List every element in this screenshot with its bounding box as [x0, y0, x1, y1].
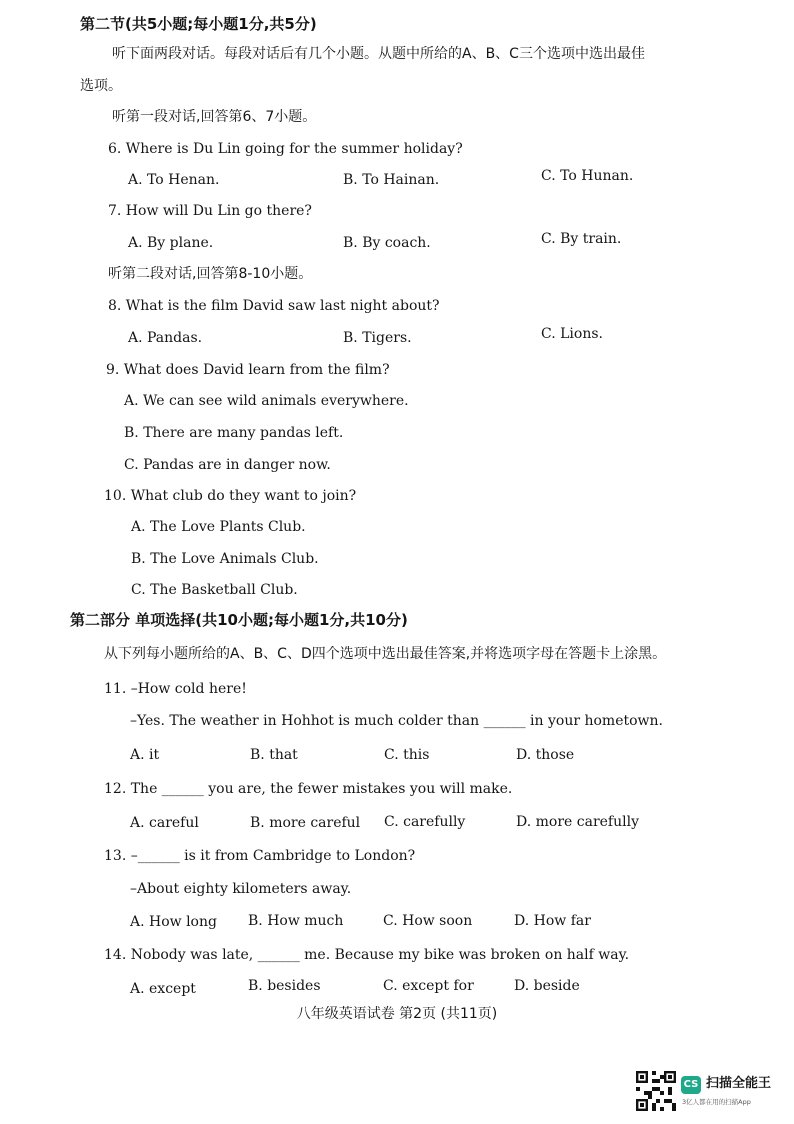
q8-option-c: C. Lions. [541, 326, 603, 342]
part2-heading: 第二部分 单项选择(共10小题;每小题1分,共10分) [70, 611, 408, 629]
q13-option-d: D. How far [514, 913, 591, 929]
section-instruction-line2: 选项。 [80, 78, 122, 94]
dialog1-note: 听第一段对话,回答第6、7小题。 [112, 109, 317, 125]
q12-option-a: A. careful [130, 815, 199, 831]
q11-option-c: C. this [384, 747, 430, 763]
q12-option-d: D. more carefully [516, 814, 639, 830]
q6-option-b: B. To Hainan. [343, 172, 440, 188]
q10-stem: 10. What club do they want to join? [104, 488, 357, 504]
scanner-tagline: 3亿人都在用的扫描App [682, 1098, 751, 1106]
part2-instruction: 从下列每小题所给的A、B、C、D四个选项中选出最佳答案,并将选项字母在答题卡上涂黑。 [104, 646, 667, 662]
q10-option-a: A. The Love Plants Club. [131, 519, 306, 535]
q13-option-a: A. How long [130, 914, 217, 930]
scanner-app-name: 扫描全能王 [706, 1076, 772, 1091]
q7-option-c: C. By train. [541, 231, 622, 247]
dialog2-note: 听第二段对话,回答第8-10小题。 [108, 266, 313, 282]
q6-option-c: C. To Hunan. [541, 168, 634, 184]
q9-stem: 9. What does David learn from the film? [106, 362, 390, 378]
q6-option-a: A. To Henan. [128, 172, 220, 188]
q7-option-b: B. By coach. [343, 235, 431, 251]
q14-stem: 14. Nobody was late, ______ me. Because my bike was broken on half way. [104, 947, 630, 963]
q9-option-c: C. Pandas are in danger now. [124, 457, 331, 473]
q14-option-d: D. beside [514, 978, 580, 994]
q12-option-b: B. more careful [250, 815, 361, 831]
q8-stem: 8. What is the film David saw last night about? [108, 298, 440, 314]
q11-line2: –Yes. The weather in Hohhot is much colder than ______ in your hometown. [130, 713, 663, 729]
q6-stem: 6. Where is Du Lin going for the summer holiday? [108, 141, 463, 157]
q14-option-a: A. except [130, 981, 196, 997]
q11-option-d: D. those [516, 747, 575, 763]
q14-option-b: B. besides [248, 978, 321, 994]
q14-option-c: C. except for [383, 978, 474, 994]
q10-option-b: B. The Love Animals Club. [131, 551, 319, 567]
q13-line1: 13. –______ is it from Cambridge to London? [104, 848, 416, 864]
q8-option-a: A. Pandas. [128, 330, 203, 346]
q11-option-a: A. it [130, 747, 160, 763]
section-heading: 第二节(共5小题;每小题1分,共5分) [80, 15, 317, 33]
q7-option-a: A. By plane. [128, 235, 214, 251]
q8-option-b: B. Tigers. [343, 330, 412, 346]
q7-stem: 7. How will Du Lin go there? [108, 203, 312, 219]
q13-line2: –About eighty kilometers away. [130, 881, 352, 897]
q13-option-b: B. How much [248, 913, 344, 929]
q13-option-c: C. How soon [383, 913, 473, 929]
q11-option-b: B. that [250, 747, 298, 763]
page-footer: 八年级英语试卷 第2页 (共11页) [296, 1006, 498, 1022]
q10-option-c: C. The Basketball Club. [131, 582, 298, 598]
q9-option-a: A. We can see wild animals everywhere. [124, 393, 409, 409]
qr-code-icon [636, 1071, 676, 1111]
section-instruction-line1: 听下面两段对话。每段对话后有几个小题。从题中所给的A、B、C三个选项中选出最佳 [112, 46, 645, 62]
q11-line1: 11. –How cold here! [104, 681, 247, 697]
q12-stem: 12. The ______ you are, the fewer mistakes you will make. [104, 781, 513, 797]
q12-option-c: C. carefully [384, 814, 466, 830]
q9-option-b: B. There are many pandas left. [124, 425, 344, 441]
camscanner-logo-icon: CS [681, 1076, 701, 1094]
